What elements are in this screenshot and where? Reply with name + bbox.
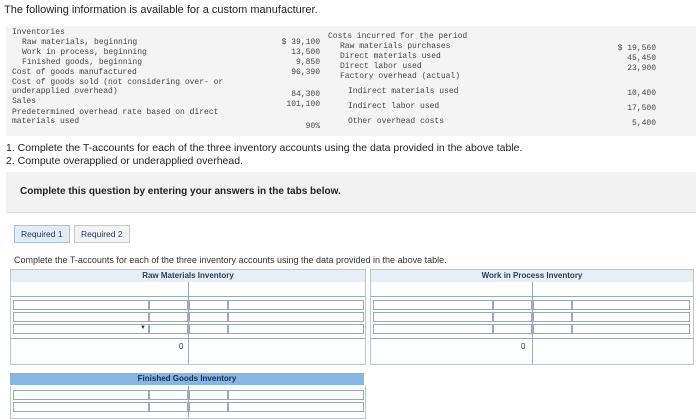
cost-label: Indirect materials used bbox=[348, 87, 459, 96]
fg-credit-account-input[interactable] bbox=[228, 390, 364, 400]
wip-debit-amount-input[interactable] bbox=[493, 312, 532, 322]
t-account-total-line bbox=[371, 338, 693, 339]
fg-debit-amount-input[interactable] bbox=[149, 402, 188, 412]
rm-credit-account-input[interactable] bbox=[228, 324, 364, 334]
rm-credit-account-input[interactable] bbox=[228, 300, 364, 310]
cost-label: Direct labor used bbox=[340, 62, 422, 71]
wip-credit-account-input[interactable] bbox=[572, 324, 690, 334]
wip-debit-account-input[interactable] bbox=[373, 300, 493, 310]
tab-required-1[interactable]: Required 1 bbox=[14, 225, 70, 243]
inventory-value: 13,500 bbox=[291, 48, 320, 57]
cost-label: Other overhead costs bbox=[348, 117, 445, 126]
inventories-title: Inventories bbox=[12, 28, 65, 37]
cogm-label: Cost of goods manufactured bbox=[12, 68, 137, 77]
cost-value: 45,450 bbox=[627, 54, 656, 63]
t-account-center-line bbox=[188, 282, 189, 364]
cost-value: 10,400 bbox=[627, 89, 656, 98]
wip-credit-amount-input[interactable] bbox=[533, 300, 572, 310]
question-1: 1. Complete the T-accounts for each of the three inventory accounts using the data provided in the above table. bbox=[6, 142, 523, 154]
cogs-value: 84,300 bbox=[291, 90, 320, 99]
cost-value: 17,500 bbox=[627, 104, 656, 113]
info-panel bbox=[6, 26, 696, 136]
intro-text: The following information is available for a custom manufacturer. bbox=[4, 4, 318, 16]
t-account-center-line bbox=[532, 282, 533, 364]
inventory-value: 9,850 bbox=[295, 58, 320, 67]
cogm-value: 96,390 bbox=[291, 68, 320, 77]
rm-credit-account-input[interactable] bbox=[228, 312, 364, 322]
fg-credit-account-input[interactable] bbox=[228, 402, 364, 412]
fg-credit-amount-input[interactable] bbox=[189, 402, 228, 412]
dropdown-arrow-icon[interactable]: ▼ bbox=[140, 325, 146, 331]
cost-value: 5,400 bbox=[631, 119, 656, 128]
predetermined-label-line2: materials used bbox=[12, 117, 80, 126]
wip-debit-amount-input[interactable] bbox=[493, 300, 532, 310]
wip-debit-account-input[interactable] bbox=[373, 312, 493, 322]
inventory-label: Finished goods, beginning bbox=[22, 58, 143, 67]
predetermined-value: 90% bbox=[305, 122, 320, 131]
wip-title: Work in Process Inventory bbox=[371, 270, 693, 282]
wip-debit-amount-input[interactable] bbox=[493, 324, 532, 334]
fg-debit-account-input[interactable] bbox=[13, 402, 149, 412]
cost-label: Indirect labor used bbox=[348, 102, 440, 111]
fg-debit-amount-input[interactable] bbox=[149, 390, 188, 400]
rm-balance: 0 bbox=[179, 342, 184, 351]
cogs-label-line1: Cost of goods sold (not considering over- or bbox=[12, 78, 224, 87]
wip-debit-account-input[interactable] bbox=[373, 324, 493, 334]
raw-materials-title: Raw Materials Inventory bbox=[11, 270, 365, 282]
work-in-process-t-account bbox=[370, 269, 694, 365]
rm-debit-amount-input[interactable] bbox=[149, 300, 188, 310]
cost-value: 23,900 bbox=[627, 64, 656, 73]
rm-debit-amount-input[interactable] bbox=[149, 324, 188, 334]
raw-materials-t-account bbox=[10, 269, 366, 365]
sales-value: 101,100 bbox=[286, 100, 320, 109]
rm-credit-amount-input[interactable] bbox=[189, 300, 228, 310]
rm-credit-amount-input[interactable] bbox=[189, 324, 228, 334]
inventory-label: Work in process, beginning bbox=[22, 48, 147, 57]
inventory-label: Raw materials, beginning bbox=[22, 38, 138, 47]
wip-credit-account-input[interactable] bbox=[572, 312, 690, 322]
wip-balance: 0 bbox=[521, 342, 526, 351]
sales-label: Sales bbox=[12, 97, 37, 106]
t-account-total-line bbox=[11, 338, 365, 339]
rm-debit-amount-input[interactable] bbox=[149, 312, 188, 322]
fg-debit-account-input[interactable] bbox=[13, 390, 149, 400]
rm-debit-account-input[interactable] bbox=[13, 312, 149, 322]
rm-debit-account-input[interactable] bbox=[13, 300, 149, 310]
wip-credit-amount-input[interactable] bbox=[533, 312, 572, 322]
cost-label: Raw materials purchases bbox=[340, 42, 451, 51]
answer-heading: Complete this question by entering your answers in the tabs below. bbox=[20, 186, 341, 197]
cogs-label-line2: underapplied overhead) bbox=[12, 87, 118, 96]
tab-required-2[interactable]: Required 2 bbox=[74, 225, 130, 243]
wip-credit-account-input[interactable] bbox=[572, 300, 690, 310]
finished-goods-t-account bbox=[10, 386, 366, 419]
rm-debit-account-select[interactable] bbox=[13, 324, 149, 334]
rm-credit-amount-input[interactable] bbox=[189, 312, 228, 322]
answer-box bbox=[6, 172, 696, 418]
cost-value: $ 19,560 bbox=[617, 44, 656, 53]
cost-label: Factory overhead (actual) bbox=[340, 72, 461, 81]
cost-label: Direct materials used bbox=[340, 52, 441, 61]
inventory-value: $ 39,100 bbox=[281, 38, 320, 47]
tabs-area bbox=[6, 212, 696, 419]
question-2: 2. Compute overapplied or underapplied overhead. bbox=[6, 155, 243, 167]
predetermined-label-line1: Predetermined overhead rate based on direct bbox=[12, 108, 219, 117]
finished-goods-title: Finished Goods Inventory bbox=[10, 373, 364, 385]
costs-title: Costs incurred for the period bbox=[328, 32, 468, 41]
question-list bbox=[6, 142, 522, 168]
fg-credit-amount-input[interactable] bbox=[189, 390, 228, 400]
wip-credit-amount-input[interactable] bbox=[533, 324, 572, 334]
tab-instruction: Complete the T-accounts for each of the three inventory accounts using the data provided in the above table. bbox=[14, 255, 447, 265]
